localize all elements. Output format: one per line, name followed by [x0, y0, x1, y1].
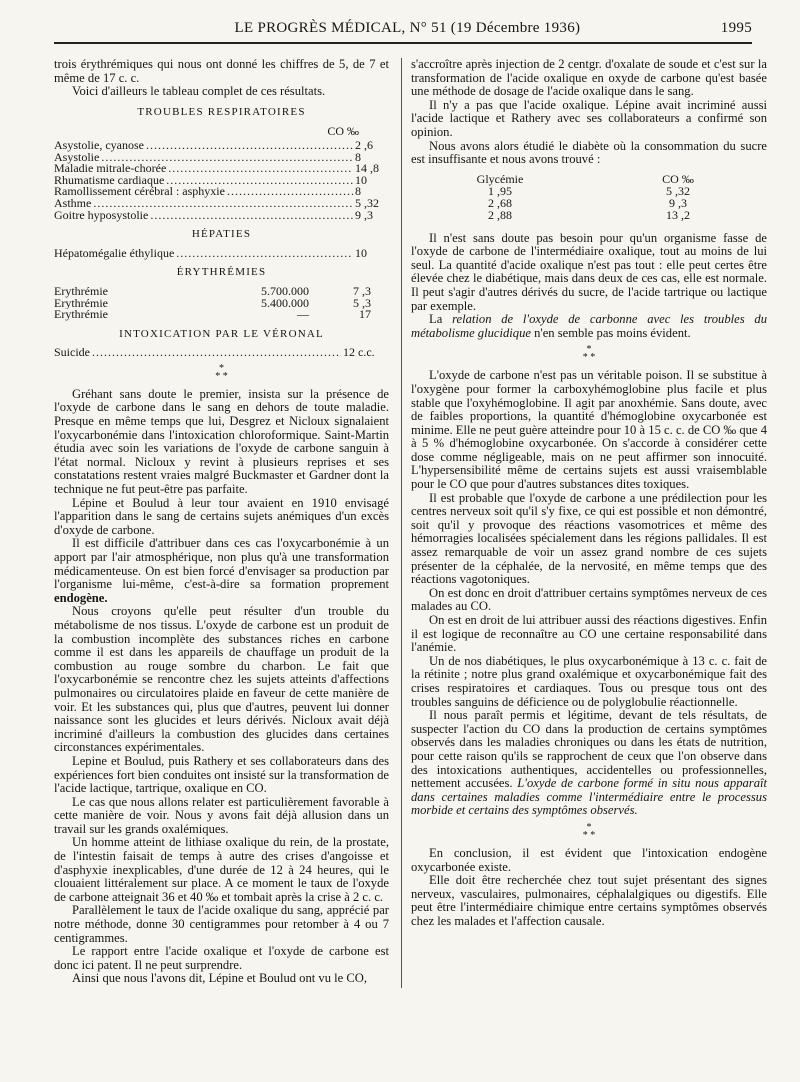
- row-label: Ramollissement cérébral : asphyxie: [54, 184, 225, 199]
- glycemia-table: [411, 173, 767, 222]
- paragraph: s'accroître après injection de 2 centgr. d'oxalate de soude et c'est sur la transformation de l'acide oxalique en oxyde de carbone qu'est basée une méthode de dosage de l'acide oxalique dans le sang.: [411, 57, 767, 99]
- paragraph-text: Il est difficile d'attribuer dans ces cas l'oxycarbonémie à un apport par l'air atmosphérique, non plus qu'à une transformation médicamenteuse. On est bien forcé d'envisager sa production par l'organisme lui-même, c'est-à-dire sa formation proprement: [54, 536, 389, 592]
- table-row: [54, 245, 389, 260]
- paragraph: Nous avons alors étudié le diabète où la consommation du sucre est insuffisante et nous avons trouvé :: [411, 138, 767, 167]
- row-value: 2 ,6: [355, 137, 373, 152]
- table-cell: 5 ,32: [666, 183, 690, 198]
- paragraph: Il est probable que l'oxyde de carbone a une prédilection pour les centres nerveux soit qu'il s'y fixe, ce qui est possible et non démontré, soit qu'il y provoque des réactions vasomotrices et même des hémorragies localisées spécialement dans les régions pallidales. Il est assez remarquable de voir un assez grand nombre de ces sujets présenter de la céphalée, de la nervosité, en même temps que des réactions vagotoniques.: [411, 490, 767, 587]
- section-separator: * * *: [215, 362, 228, 382]
- page-header: [54, 20, 752, 42]
- paragraph: Un homme atteint de lithiase oxalique du rein, de la prostate, de l'intestin faisait de temps à autre des crises d'angoisse et d'asphyxie inexplicables, d'une durée de 12 à 24 heures, qui le clouaient littéralement sur place. A ce moment le taux de l'oxyde de carbone atteignait 36 et 40 ‰ et tombait après la crise à 2 c. c.: [54, 835, 389, 904]
- row-value: 9 ,3: [355, 207, 373, 222]
- paragraph: Le rapport entre l'acide oxalique et l'oxyde de carbone est donc ici patent. Il ne peut surprendre.: [54, 944, 389, 972]
- row-globules: —: [297, 307, 309, 322]
- row-label: Asystolie, cyanose: [54, 137, 144, 152]
- table-column-header: CO ‰: [327, 124, 359, 139]
- row-label: Erythrémie: [54, 285, 108, 298]
- emphasis: endogène.: [54, 590, 108, 605]
- row-label: Hépatomégalie éthylique: [54, 245, 175, 260]
- table-row: [54, 295, 389, 310]
- paragraph: Ainsi que nous l'avons dit, Lépine et Boulud ont vu le CO,: [72, 971, 368, 986]
- table-cell: 2 ,68: [488, 196, 512, 211]
- paragraph: L'oxyde de carbone n'est pas un véritable poison. Il se substitue à l'oxygène pour former la carboxyhémoglobine plus facile et plus stable que l'oxyhémoglobine. Il agit par anoxhémie. Sans doute, avec de faibles proportions, la quantité d'hémoglobine oxycarbonée est minime. Elle ne peut guère atteindre pour 10 à 15 c. c. de CO ‰ que 4 à 5 % d'hémoglobine oxycarbonée. On s'accorde à considérer cette dose comme négligeable, mais on ne peut affirmer son innocuité. L'hypersensibilité même de certains sujets est aussi vraisemblable pour le CO que pour d'autres substances dites toxiques.: [411, 368, 767, 492]
- row-globules: 5.700.000: [261, 283, 309, 298]
- emphasis: relation de l'oxyde de carbonne avec les troubles du métabolisme glucidique: [411, 312, 767, 340]
- section-title: INTOXICATION PAR LE VÉRONAL: [119, 327, 324, 340]
- table-cell: 9 ,3: [669, 196, 687, 211]
- section-title: TROUBLES RESPIRATOIRES: [137, 105, 306, 118]
- paragraph: Lépine et Boulud à leur tour avaient en 1910 envisagé l'apparition dans le sang de certains sujets anémiques d'un excès d'oxyde de carbone.: [54, 495, 389, 537]
- paragraph: Il n'y a pas que l'acide oxalique. Lépine avait incriminé aussi l'acide lactique et Rathery avec ses collaborateurs a confirmé son opinion.: [411, 97, 767, 139]
- section-title: HÉPATIES: [191, 228, 252, 241]
- table-cell: 1 ,95: [488, 183, 512, 198]
- paragraph-text: La: [429, 312, 443, 327]
- paragraph: On est donc en droit d'attribuer certains symptômes nerveux de ces malades au CO.: [411, 585, 767, 614]
- paragraph-text: Il nous paraît permis et légitime, devant de tels résultats, de suspecter l'action du CO dans la production de certains symptômes observés dans les maladies chroniques ou dans les états de nutrition, pour cette raison qu'ils se rapprochent de ceux que l'on observe dans des intoxications authentiques, accidentelles ou professionnelles, nettement accusées.: [411, 708, 767, 791]
- row-label: Suicide: [54, 345, 90, 360]
- row-value: 14 ,8: [355, 161, 379, 176]
- paragraph: Elle doit être recherchée chez tout sujet présentant des signes nerveux, vasculaires, pulmonaires, céphalalgiques ou digestifs. Elle peut être l'intermédiaire chimique entre certains symptômes observés chez les malades et l'affection causale.: [411, 873, 767, 928]
- table-column-header: Glycémie: [476, 171, 524, 186]
- row-label: Asthme: [54, 195, 92, 210]
- header-rule: [54, 42, 752, 44]
- leader-dots: [92, 347, 341, 359]
- row-value: 10: [355, 245, 367, 260]
- row-label: Rhumatisme cardiaque: [54, 172, 165, 187]
- running-title: LE PROGRÈS MÉDICAL, N° 51 (19 Décembre 1936): [234, 20, 581, 36]
- paragraph: Un de nos diabétiques, le plus oxycarbonémique à 13 c. c. fait de la rétinite ; notre plus grand oxalémique et oxycarbonémique fait des crises respiratoires et cardiaques. Tous ou presque tous ont des troubles sanguins de déficience ou de polyglobulie réactionnelle.: [411, 653, 767, 709]
- paragraph: Lepine et Boulud, puis Rathery et ses collaborateurs dans des expériences fort bien conduites ont insisté sur la transformation de l'acide lactique, tartrique, oxalique en CO.: [54, 753, 389, 796]
- row-globules: 5.400.000: [261, 295, 309, 310]
- paragraph: On est en droit de lui attribuer aussi des réactions digestives. Enfin il est logique de reconnaître au CO une certaine responsabilité dans l'anémie.: [411, 613, 767, 655]
- row-value: 12 c.c.: [343, 345, 375, 360]
- row-value: 10: [355, 172, 367, 187]
- table-row: [54, 309, 389, 321]
- section-separator: * * *: [582, 344, 596, 364]
- row-value: 8: [355, 149, 361, 164]
- row-label: Asystolie: [54, 149, 100, 164]
- table-row: [54, 186, 389, 198]
- paragraph: Voici d'ailleurs le tableau complet de ces résultats.: [72, 84, 326, 99]
- table-row: [54, 137, 389, 152]
- section-separator: * * *: [582, 821, 596, 841]
- table-cell: 13 ,2: [666, 208, 690, 223]
- paragraph: Nous croyons qu'elle peut résulter d'un trouble du métabolisme de nos tissus. L'oxyde de carbone est un produit de la combustion incomplète des substances riches en carbone comme il est dans les appareils de chauffage un produit de la combustion au rouge sombre du charbon. Le fait que l'oxycarbonémie se rencontre chez les sujets atteints d'affections pulmonaires ou circulatoires plaide en faveur de cette manière de voir. Et les substances qui, plus que d'autres, peuvent lui donner naissance sont les glucides et leurs dérivés. Nicloux avait déjà incriminé d'ailleurs la combustion des glucides dans certaines circonstances expérimentales.: [54, 604, 389, 755]
- paragraph: Parallèlement le taux de l'acide oxalique du sang, apprécié par notre méthode, donne 30 centigrammes pour retomber à 4 ou 7 centigrammes.: [54, 903, 389, 945]
- table-row: [54, 283, 389, 298]
- paragraph: [411, 709, 767, 818]
- table-cell: 2 ,88: [488, 208, 512, 223]
- row-label: Maladie mitrale-chorée: [54, 161, 167, 176]
- leader-dots: [146, 140, 353, 152]
- row-value: 17: [359, 307, 371, 322]
- paragraph: trois érythrémiques qui nous ont donné les chiffres de 5, de 7 et même de 17 c. c.: [54, 57, 389, 85]
- section-title: ÉRYTHRÉMIES: [176, 266, 267, 279]
- erythremia-table: [54, 283, 389, 322]
- paragraph: Le cas que nous allons relater est particulièrement favorable à cette manière de voir. Nous y avons fait déjà allusion dans un travail sur les grands oxalémiques.: [54, 794, 389, 836]
- row-value: 5 ,3: [353, 295, 371, 310]
- row-value: 7 ,3: [353, 283, 371, 298]
- respiratory-table: [54, 137, 389, 222]
- left-column: [54, 58, 389, 986]
- table-row: [54, 347, 389, 359]
- emphasis: L'oxyde de carbone formé in situ nous apparaît dans certaines maladies comme l'intermédiaire entre le processus morbide et certains des symptômes observés.: [411, 776, 767, 818]
- column-divider: [401, 58, 402, 988]
- row-value: 5 ,32: [355, 195, 379, 210]
- paragraph: Gréhant sans doute le premier, insista sur la présence de l'oxyde de carbone dans le sang en dehors de toute maladie. Presque en même temps que lui, Desgrez et Nicloux signalaient l'oxycarbonémie dans l'intoxication chloroformique. Saint-Martin étudia avec soin les variations de l'oxyde de carbone sanguin à l'état normal. Nicloux y revint à plusieurs reprises et ses constatations restent vraies malgré Buckmaster et Gardner dont la technique ne fut peut-être pas parfaite.: [54, 386, 389, 497]
- page-number: 1995: [720, 20, 752, 36]
- paragraph: [411, 313, 767, 340]
- paragraph: En conclusion, il est évident que l'intoxication endogène oxycarbonée existe.: [411, 845, 767, 874]
- row-label: Erythrémie: [54, 297, 108, 310]
- table-row: [54, 207, 389, 222]
- row-label: Goitre hyposystolie: [54, 207, 149, 222]
- leader-dots: [150, 210, 353, 222]
- row-label: Erythrémie: [54, 309, 108, 321]
- table-column-header: CO ‰: [662, 171, 694, 186]
- row-value: 8: [355, 184, 361, 199]
- paragraph-text: n'en semble pas moins évident.: [534, 325, 691, 340]
- leader-dots: [227, 186, 353, 198]
- right-column: [411, 58, 767, 928]
- leader-dots: [168, 163, 353, 175]
- paragraph: Il n'est sans doute pas besoin pour qu'un organisme fasse de l'oxyde de carbone de l'intermédiaire oxalique, tout au moins de lui seul. La quantité d'acide oxalique n'est pas tout : elle peut certes être élevée chez le diabétique, mais dans deux de ces cas, elle est normale. Il peut s'agir d'autres dérivés du sucre, de l'acide tartrique ou lactique par exemple.: [411, 230, 767, 313]
- leader-dots: [176, 248, 353, 260]
- paragraph: [54, 537, 389, 605]
